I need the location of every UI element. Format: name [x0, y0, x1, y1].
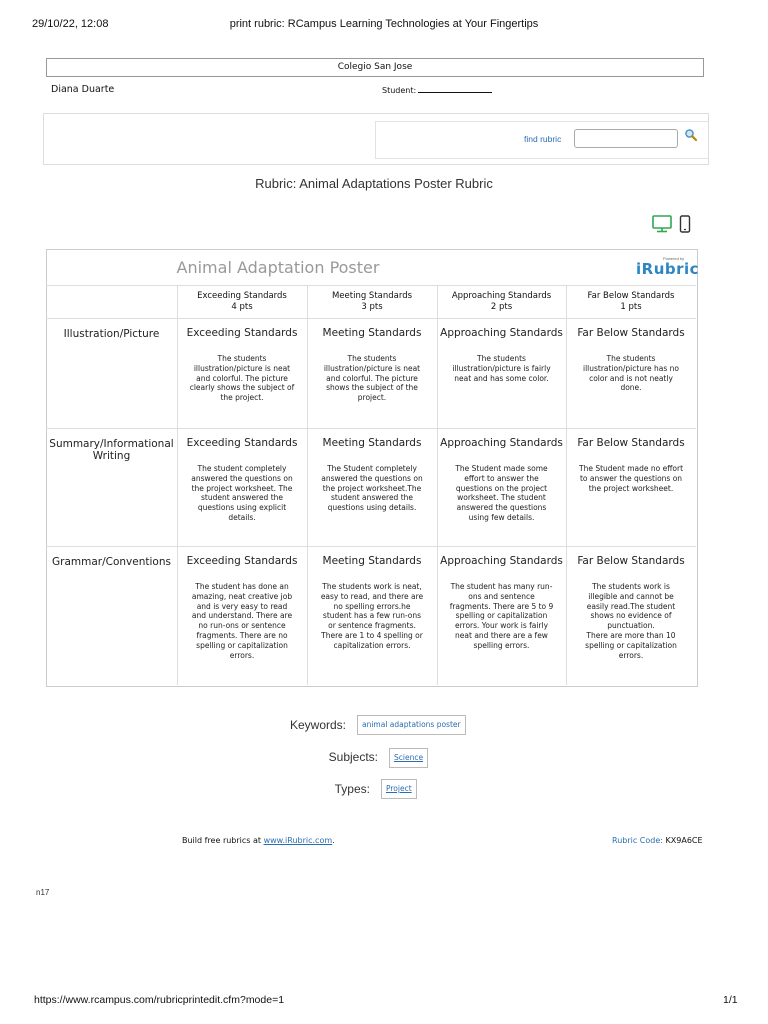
grid-col-line [177, 285, 178, 685]
cell-description-line: The students [477, 354, 526, 363]
student-blank-line [418, 84, 492, 93]
grid-row-line [46, 428, 696, 429]
find-rubric-input[interactable] [574, 129, 678, 148]
cell-level-title[interactable]: Exceeding Standards [186, 555, 298, 567]
cell-description-line: color and is not neatly [589, 373, 673, 383]
cell-description-line: ons and sentence [468, 591, 535, 601]
phone-icon[interactable] [679, 215, 691, 238]
rubric-code-label: Rubric Code: [612, 836, 663, 845]
cell-level-title[interactable]: Far Below Standards [577, 437, 685, 449]
cell-description-line: neat and there are a few [455, 630, 548, 640]
cell-description-line: illustration/picture is fairly [452, 363, 551, 373]
cell-description-line: student answered the [330, 493, 414, 503]
cell-description-line: effort to answer the [464, 473, 539, 483]
cell-description-line: to answer the questions on [579, 473, 683, 483]
teacher-name: Diana Duarte [51, 84, 115, 95]
search-icon[interactable] [684, 128, 698, 142]
cell-description-line: fragments. There are no [196, 630, 288, 640]
cell-description-line: shows no evidence of [590, 611, 672, 621]
keywords-chip[interactable]: animal adaptations poster [357, 715, 466, 735]
irubric-logo [636, 256, 700, 280]
cell-description-line: fragments. There are 5 to 9 [449, 601, 554, 611]
cell-description-line: the project worksheet. [588, 483, 674, 493]
build-suffix: . [332, 836, 335, 845]
cell-description-line: no run-ons or sentence [198, 621, 286, 631]
cell-description-line: The students [217, 354, 267, 363]
cell-level-title[interactable]: Meeting Standards [322, 437, 422, 449]
cell-level-title[interactable]: Exceeding Standards [186, 437, 298, 449]
grid-col-line [566, 285, 567, 685]
cell-level-title[interactable]: Meeting Standards [322, 555, 422, 567]
cell-description-line: questions using explicit [197, 503, 287, 513]
cell-description-line: using few details. [468, 512, 535, 522]
cell-description-line: illustration/picture is neat [323, 363, 421, 373]
cell-description-line: errors. [229, 650, 255, 660]
cell-description-line: or sentence fragments. [328, 621, 416, 631]
criterion-name: Illustration/Picture [63, 328, 160, 340]
cell-level-title[interactable]: Approaching Standards [440, 327, 563, 339]
cell-description-line: spelling errors. [473, 640, 530, 650]
cell-description-line: The student completely [197, 464, 287, 473]
cell-description-line: The Student made no effort [578, 464, 684, 473]
subjects-label: Subjects: [328, 750, 378, 764]
types-chip[interactable]: Project [381, 779, 417, 799]
cell-description-line: answered the questions on [321, 473, 423, 483]
cell-description-line: the project. [220, 393, 264, 403]
column-header-points: 2 pts [490, 302, 513, 312]
cell-description-line: The students [347, 354, 397, 363]
cell-description-line: spelling or capitalization [585, 640, 677, 650]
column-header-label: Exceeding Standards [197, 291, 287, 301]
print-datetime: 29/10/22, 12:08 [32, 18, 109, 30]
cell-description-line: and is very easy to read [196, 601, 288, 611]
grid-col-line [437, 285, 438, 685]
cell-description-line: answered the questions [456, 503, 547, 513]
cell-description-line: The Student made some [455, 464, 548, 473]
student-label: Student: [382, 86, 417, 95]
build-prefix: Build free rubrics at [182, 836, 262, 845]
cell-level-title[interactable]: Exceeding Standards [186, 327, 298, 339]
cell-description-line: spelling or capitalization [455, 611, 548, 621]
grid-row-line [46, 318, 696, 319]
cell-description-line: The student has many run- [450, 582, 553, 591]
column-header-label: Approaching Standards [451, 291, 552, 301]
cell-level-title[interactable]: Approaching Standards [440, 437, 563, 449]
footer-url: https://www.rcampus.com/rubricprintedit.cfm?mode=1 [34, 994, 285, 1006]
logo-tagline: Powered by [663, 256, 685, 261]
print-page-title: print rubric: RCampus Learning Technologies at Your Fingertips [229, 18, 539, 30]
cell-description-line: and colorful. The picture [196, 373, 288, 383]
cell-description [181, 464, 303, 523]
cell-description-line: no spelling errors.he [333, 601, 411, 611]
cell-description-line: easy to read, and there are [320, 591, 424, 601]
page-marker: n17 [36, 888, 50, 897]
cell-description-line: neat and has some color. [454, 373, 549, 383]
cell-description-line: The student has done an [195, 582, 289, 591]
cell-description-line: the project worksheet.The [322, 483, 422, 493]
cell-description-line: amazing, neat creative job [191, 591, 293, 601]
cell-description-line: worksheet. The student [457, 493, 546, 503]
cell-description-line: and colorful. The picture [326, 373, 418, 383]
cell-description-line: questions on the project [455, 483, 548, 493]
grid-row-line [46, 546, 696, 547]
cell-description-line: illegible and cannot be [588, 591, 674, 601]
cell-description-line: answered the questions on [191, 473, 293, 483]
cell-description [441, 354, 562, 383]
rubric-code [612, 836, 703, 845]
cell-level-title[interactable]: Far Below Standards [577, 327, 685, 339]
logo-text: iRubric [636, 260, 700, 278]
cell-description-line: project. [357, 393, 387, 403]
cell-description [311, 464, 433, 513]
cell-description-line: The students work is neat, [322, 582, 422, 591]
page-title: Rubric: Animal Adaptations Poster Rubric [255, 176, 493, 191]
cell-description-line: the project worksheet. The [191, 483, 293, 493]
school-name: Colegio San Jose [46, 58, 704, 77]
cell-description [181, 582, 303, 660]
cell-description-line: errors. Your work is fairly [454, 621, 549, 631]
column-header-points: 4 pts [231, 302, 253, 312]
cell-description [311, 354, 433, 403]
cell-description-line: The students [606, 354, 656, 363]
cell-description-line: punctuation. [607, 621, 655, 631]
cell-description-line: shows the subject of the [326, 383, 418, 393]
cell-description-line: capitalization errors. [333, 640, 411, 650]
rubric-code-value: KX9A6CE [665, 836, 703, 845]
cell-description [181, 354, 303, 403]
types-label: Types: [334, 782, 370, 796]
cell-description-line: The students work is [592, 582, 670, 591]
cell-description [311, 582, 433, 651]
cell-description-line: The Student completely [327, 464, 417, 473]
build-free-text [182, 836, 335, 845]
cell-level-title[interactable]: Approaching Standards [440, 555, 563, 567]
column-header-label: Far Below Standards [587, 291, 675, 301]
grid-row-line [46, 285, 696, 286]
cell-description [570, 582, 692, 660]
cell-description-line: student has a few run-ons [322, 611, 422, 621]
cell-description-line: spelling or capitalization [196, 640, 288, 650]
criterion-name: Grammar/Conventions [52, 556, 171, 568]
monitor-icon[interactable] [652, 215, 672, 238]
cell-description-line: questions using details. [327, 503, 417, 513]
find-rubric-label[interactable]: find rubric [524, 134, 562, 144]
cell-description-line: student answered the [200, 493, 284, 503]
grid-col-line [307, 285, 308, 685]
cell-description [570, 354, 692, 393]
cell-description [441, 464, 562, 523]
rubric-title: Animal Adaptation Poster [176, 258, 380, 277]
cell-description-line: done. [620, 383, 642, 393]
cell-description-line: There are 1 to 4 spelling or [321, 630, 423, 640]
keywords-label: Keywords: [289, 718, 346, 732]
column-header-label: Meeting Standards [331, 291, 413, 301]
column-header-points: 3 pts [361, 302, 383, 312]
cell-description-line: illustration/picture is neat [193, 363, 291, 373]
cell-description-line: details. [228, 512, 256, 522]
cell-description-line: There are more than 10 [586, 630, 676, 640]
cell-description-line: errors. [618, 650, 644, 660]
criterion-name: Summary/Informational Writing [49, 438, 174, 462]
column-header-points: 1 pts [620, 302, 642, 312]
cell-description-line: illustration/picture has no [583, 363, 679, 373]
subjects-chip[interactable]: Science [389, 748, 428, 768]
cell-description [441, 582, 562, 651]
cell-description [570, 464, 692, 493]
student-field [382, 84, 492, 95]
irubric-link[interactable]: www.iRubric.com [263, 836, 333, 845]
cell-level-title[interactable]: Far Below Standards [577, 555, 685, 567]
cell-description-line: and understand. There are [191, 611, 293, 621]
cell-description-line: clearly shows the subject of [189, 383, 295, 393]
cell-description-line: easily read.The student [586, 601, 676, 611]
footer-page-number: 1/1 [723, 994, 738, 1006]
cell-level-title[interactable]: Meeting Standards [322, 327, 422, 339]
